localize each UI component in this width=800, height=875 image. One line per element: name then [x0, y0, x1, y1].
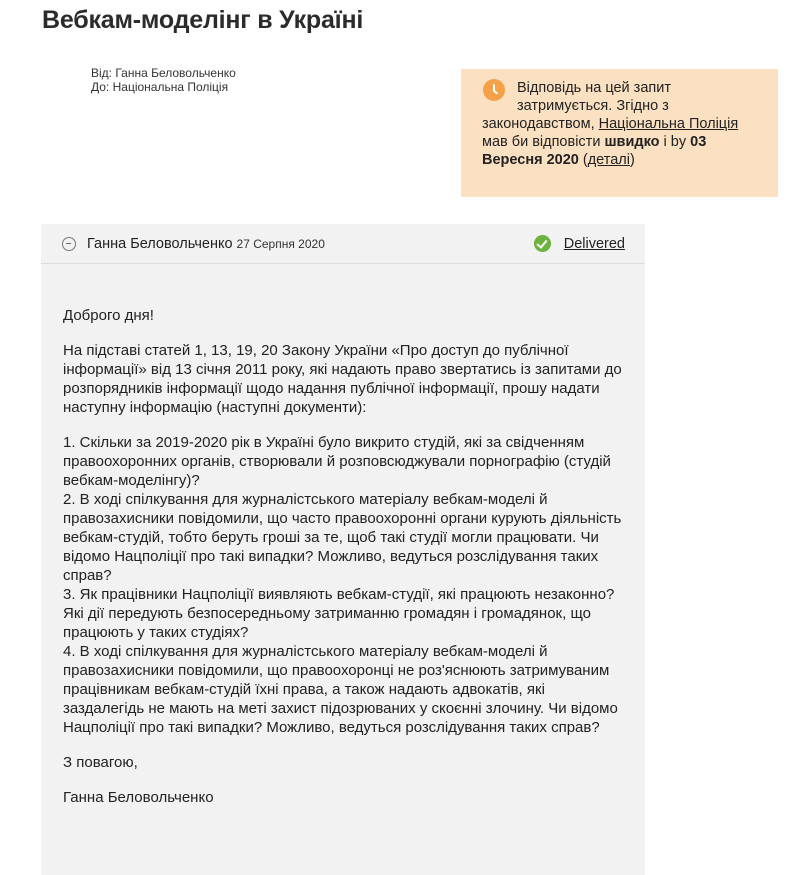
sender-name: Ганна Беловольченко — [87, 235, 233, 252]
details-link[interactable]: деталі — [587, 152, 630, 168]
due-date: 03 Вересня 2020 — [482, 134, 707, 168]
status-text-5: ) — [629, 152, 635, 168]
from-line: Від: Ганна Беловольченко — [91, 66, 236, 80]
signature: Ганна Беловольченко — [63, 789, 214, 806]
status-text-4: ( — [578, 152, 588, 168]
clock-icon — [483, 79, 505, 101]
status-notice — [461, 69, 778, 197]
delivered-link[interactable]: Delivered — [563, 235, 625, 252]
questions-list: 1. Скільки за 2019-2020 рік в Україні було викрито студій, які за свідченням правоохоронних органів, створювали й розповсюджували порнографію (студій вебкам-моделінгу)? 2. В ході спілкування для журналістського матеріалу вебкам-моделі й правозахисники повідомили, що часто правоохоронні органи курують діяльність вебкам-студій, тобто беруть гроші за те, щоб такі студії могли працювати. Чи відомо Нацполіції про такі випадки? Можливо, ведуться розслідування таких справ? 3. Як працівники Нацполіції виявляють вебкам-студії, які працюють незаконно? Які дії передують безпосередньому затриманню громадян і громадянок, що працюють у таких студіях? 4. В ході спілкування для журналістського матеріалу вебкам-моделі й правозахисники повідомили, що правоохоронці не роз'яснюють затримуваним працівникам вебкам-студій їхні права, а також надають адвокатів, які заздалегідь не мають на меті захист підозрюваних у скоєнні злочину. Чи відомо Нацполіції про такі випадки? Можливо, ведуться розслідування таких справ? — [63, 434, 622, 736]
closing: З повагою, — [63, 754, 138, 771]
correspondence-header — [41, 224, 645, 264]
authority-link[interactable]: Національна Поліція — [598, 116, 739, 132]
greeting: Доброго дня! — [63, 307, 154, 324]
status-text: Відповідь на цей запит затримується. Згідно з законодавством, — [482, 80, 671, 132]
check-circle-icon — [534, 235, 551, 252]
status-text-3: і by — [659, 134, 691, 150]
status-bold: швидко — [604, 134, 660, 150]
collapse-icon[interactable] — [62, 237, 76, 251]
status-text-2: мав би відповісти — [482, 134, 605, 150]
intro-paragraph: На підставі статей 1, 13, 19, 20 Закону України «Про доступ до публічної інформації» від 13 січня 2011 року, які надають право звертатись із запитами до розпорядників інформації щодо надання публічної інформації, прошу надати наступну інформацію (наступні документи): — [63, 342, 622, 416]
to-line: До: Національна Поліція — [91, 80, 229, 94]
message-date: 27 Серпня 2020 — [236, 236, 325, 251]
correspondence-panel — [41, 224, 645, 875]
page-title: Вебкам-моделінг в Україні — [42, 6, 364, 34]
message-body — [41, 264, 645, 807]
request-meta — [91, 66, 236, 94]
